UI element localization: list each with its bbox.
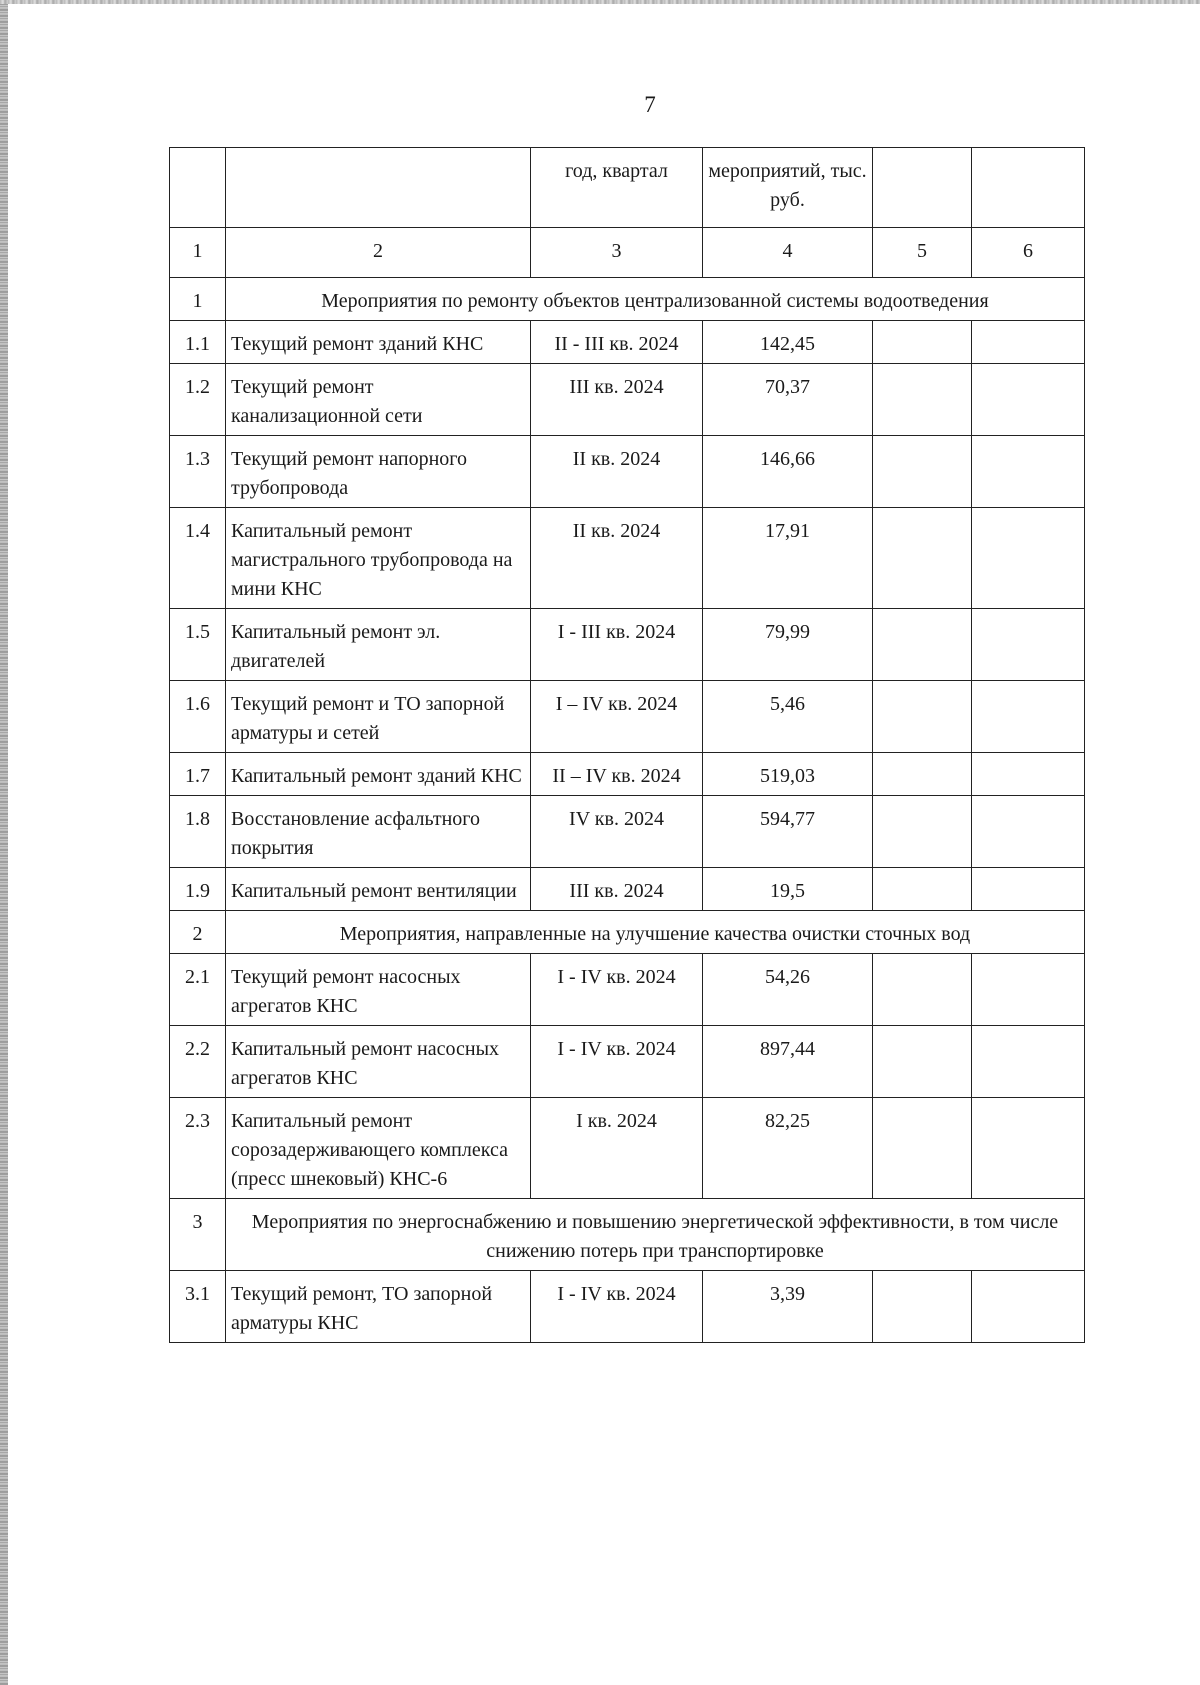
table-body bbox=[170, 148, 1085, 1343]
empty-cell-6 bbox=[972, 436, 1085, 508]
empty-cell-6 bbox=[972, 1271, 1085, 1343]
empty-cell-5 bbox=[873, 508, 972, 609]
activity-amount: 54,26 bbox=[703, 954, 873, 1026]
empty-cell-6 bbox=[972, 868, 1085, 911]
activity-period: II – IV кв. 2024 bbox=[531, 753, 703, 796]
activity-period: I – IV кв. 2024 bbox=[531, 681, 703, 753]
table-row bbox=[170, 609, 1085, 681]
table-row bbox=[170, 1026, 1085, 1098]
row-number: 3.1 bbox=[170, 1271, 226, 1343]
table-row bbox=[170, 1271, 1085, 1343]
empty-cell-6 bbox=[972, 609, 1085, 681]
row-number: 1.2 bbox=[170, 364, 226, 436]
row-number: 1.1 bbox=[170, 321, 226, 364]
row-number: 1.4 bbox=[170, 508, 226, 609]
empty-cell-5 bbox=[873, 796, 972, 868]
row-number: 2.1 bbox=[170, 954, 226, 1026]
empty-cell-5 bbox=[873, 1026, 972, 1098]
empty-cell-6 bbox=[972, 681, 1085, 753]
activity-period: III кв. 2024 bbox=[531, 364, 703, 436]
section-title: Мероприятия по энергоснабжению и повышению энергетической эффективности, в том числе снижению потерь при транспортировке bbox=[226, 1199, 1085, 1271]
activity-period: II - III кв. 2024 bbox=[531, 321, 703, 364]
activity-amount: 79,99 bbox=[703, 609, 873, 681]
column-number-cell: 3 bbox=[531, 228, 703, 278]
activity-period: III кв. 2024 bbox=[531, 868, 703, 911]
row-number: 1.7 bbox=[170, 753, 226, 796]
activity-period: I - IV кв. 2024 bbox=[531, 954, 703, 1026]
header-cell-6 bbox=[972, 148, 1085, 228]
table-row bbox=[170, 796, 1085, 868]
header-row bbox=[170, 148, 1085, 228]
empty-cell-5 bbox=[873, 609, 972, 681]
activity-amount: 142,45 bbox=[703, 321, 873, 364]
empty-cell-6 bbox=[972, 796, 1085, 868]
column-number-cell: 4 bbox=[703, 228, 873, 278]
section-title: Мероприятия по ремонту объектов централизованной системы водоотведения bbox=[226, 278, 1085, 321]
empty-cell-5 bbox=[873, 753, 972, 796]
activity-amount: 519,03 bbox=[703, 753, 873, 796]
activity-period: I - III кв. 2024 bbox=[531, 609, 703, 681]
column-number-cell: 5 bbox=[873, 228, 972, 278]
activity-name: Капитальный ремонт сорозадерживающего комплекса (пресс шнековый) КНС-6 bbox=[226, 1098, 531, 1199]
column-number-cell: 2 bbox=[226, 228, 531, 278]
empty-cell-6 bbox=[972, 954, 1085, 1026]
activity-amount: 19,5 bbox=[703, 868, 873, 911]
header-cell-cost: мероприятий, тыс. руб. bbox=[703, 148, 873, 228]
empty-cell-5 bbox=[873, 1271, 972, 1343]
activity-name: Текущий ремонт и ТО запорной арматуры и сетей bbox=[226, 681, 531, 753]
activity-name: Капитальный ремонт эл. двигателей bbox=[226, 609, 531, 681]
activity-name: Капитальный ремонт насосных агрегатов КНС bbox=[226, 1026, 531, 1098]
header-cell-5 bbox=[873, 148, 972, 228]
empty-cell-6 bbox=[972, 508, 1085, 609]
empty-cell-5 bbox=[873, 954, 972, 1026]
table-row bbox=[170, 868, 1085, 911]
scan-edge-left bbox=[0, 0, 8, 1685]
activity-amount: 82,25 bbox=[703, 1098, 873, 1199]
table-row bbox=[170, 1098, 1085, 1199]
section-row bbox=[170, 1199, 1085, 1271]
empty-cell-5 bbox=[873, 868, 972, 911]
activity-name: Капитальный ремонт вентиляции bbox=[226, 868, 531, 911]
header-cell-1 bbox=[170, 148, 226, 228]
empty-cell-6 bbox=[972, 364, 1085, 436]
activity-name: Текущий ремонт напорного трубопровода bbox=[226, 436, 531, 508]
table-row bbox=[170, 954, 1085, 1026]
row-number: 2.2 bbox=[170, 1026, 226, 1098]
table-row bbox=[170, 364, 1085, 436]
activity-name: Капитальный ремонт магистрального трубопровода на мини КНС bbox=[226, 508, 531, 609]
section-row bbox=[170, 278, 1085, 321]
row-number: 1.9 bbox=[170, 868, 226, 911]
table-row bbox=[170, 321, 1085, 364]
empty-cell-6 bbox=[972, 1026, 1085, 1098]
activity-amount: 5,46 bbox=[703, 681, 873, 753]
activity-name: Восстановление асфальтного покрытия bbox=[226, 796, 531, 868]
activity-amount: 17,91 bbox=[703, 508, 873, 609]
row-number: 1.6 bbox=[170, 681, 226, 753]
activity-period: I - IV кв. 2024 bbox=[531, 1026, 703, 1098]
activity-name: Текущий ремонт насосных агрегатов КНС bbox=[226, 954, 531, 1026]
table-row bbox=[170, 681, 1085, 753]
section-number: 3 bbox=[170, 1199, 226, 1271]
column-number-cell: 6 bbox=[972, 228, 1085, 278]
activity-name: Текущий ремонт канализационной сети bbox=[226, 364, 531, 436]
section-number: 1 bbox=[170, 278, 226, 321]
table-row bbox=[170, 436, 1085, 508]
activity-period: IV кв. 2024 bbox=[531, 796, 703, 868]
scan-edge-top bbox=[0, 0, 1200, 4]
column-number-row bbox=[170, 228, 1085, 278]
activity-name: Текущий ремонт зданий КНС bbox=[226, 321, 531, 364]
activities-table bbox=[169, 147, 1085, 1343]
empty-cell-5 bbox=[873, 436, 972, 508]
section-row bbox=[170, 911, 1085, 954]
header-cell-period: год, квартал bbox=[531, 148, 703, 228]
row-number: 1.5 bbox=[170, 609, 226, 681]
empty-cell-5 bbox=[873, 1098, 972, 1199]
header-cell-2 bbox=[226, 148, 531, 228]
row-number: 1.3 bbox=[170, 436, 226, 508]
empty-cell-5 bbox=[873, 321, 972, 364]
empty-cell-5 bbox=[873, 681, 972, 753]
activity-amount: 3,39 bbox=[703, 1271, 873, 1343]
row-number: 2.3 bbox=[170, 1098, 226, 1199]
table-row bbox=[170, 753, 1085, 796]
activity-amount: 70,37 bbox=[703, 364, 873, 436]
empty-cell-6 bbox=[972, 321, 1085, 364]
activity-period: I - IV кв. 2024 bbox=[531, 1271, 703, 1343]
empty-cell-5 bbox=[873, 364, 972, 436]
empty-cell-6 bbox=[972, 1098, 1085, 1199]
section-number: 2 bbox=[170, 911, 226, 954]
activity-period: II кв. 2024 bbox=[531, 508, 703, 609]
activity-period: I кв. 2024 bbox=[531, 1098, 703, 1199]
activity-name: Текущий ремонт, ТО запорной арматуры КНС bbox=[226, 1271, 531, 1343]
activity-amount: 594,77 bbox=[703, 796, 873, 868]
empty-cell-6 bbox=[972, 753, 1085, 796]
row-number: 1.8 bbox=[170, 796, 226, 868]
activity-period: II кв. 2024 bbox=[531, 436, 703, 508]
activity-amount: 146,66 bbox=[703, 436, 873, 508]
section-title: Мероприятия, направленные на улучшение качества очистки сточных вод bbox=[226, 911, 1085, 954]
page-number: 7 bbox=[644, 92, 656, 117]
table-row bbox=[170, 508, 1085, 609]
column-number-cell: 1 bbox=[170, 228, 226, 278]
activity-name: Капитальный ремонт зданий КНС bbox=[226, 753, 531, 796]
activity-amount: 897,44 bbox=[703, 1026, 873, 1098]
